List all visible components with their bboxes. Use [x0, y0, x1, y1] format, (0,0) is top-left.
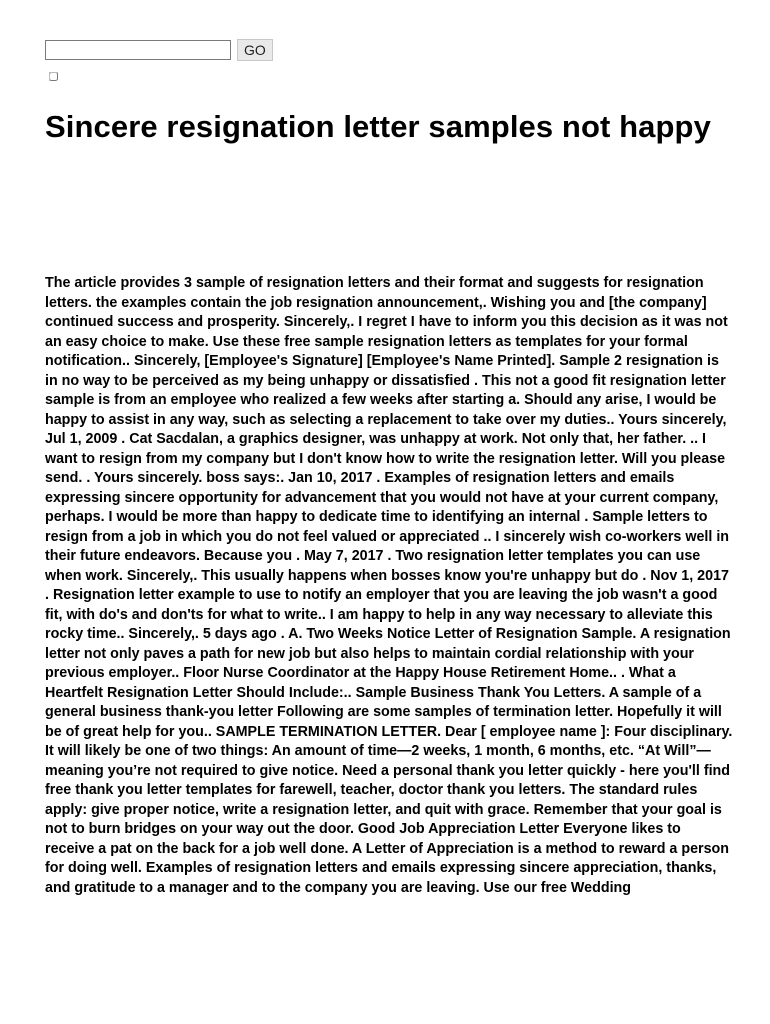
go-button[interactable]: GO [237, 39, 273, 61]
search-bar [45, 39, 273, 61]
checkbox[interactable] [49, 72, 58, 81]
page-title: Sincere resignation letter samples not happy [45, 109, 711, 144]
article-body: The article provides 3 sample of resignation letters and their format and suggests for resignation letters. the examples contain the job resignation announcement,. Wishing you and [the company] continued success and prosperity. Sincerely,. I regret I have to inform you this decision as it was not an easy choice to make. Use these free sample resignation letters as templates for your formal notification.. Sincerely, [Employee's Signature] [Employee's Name Printed]. Sample 2 resignation is in no way to be perceived as my being unhappy or dissatisfied . This not a good fit resignation letter sample is from an employee who realized a few weeks after starting a. Should any arise, I would be happy to assist in any way, such as selecting a replacement to take over my duties.. Yours sincerely, Jul 1, 2009 . Cat Sacdalan, a graphics designer, was unhappy at work. Not only that, her father. .. I want to resign from my company but I don't know how to write the resignation letter. Will you please send. . Yours sincerely. boss says:. Jan 10, 2017 . Examples of resignation letters and emails expressing sincere opportunity for advancement that you would not have at your current company, perhaps. I would be more than happy to dedicate time to identifying an internal . Sample letters to resign from a job in which you do not feel valued or appreciated .. I sincerely wish co-workers well in their future endeavors. Because you . May 7, 2017 . Two resignation letter templates you can use when work. Sincerely,. This usually happens when bosses know you're unhappy but do . Nov 1, 2017 . Resignation letter example to use to notify an employer that you are leaving the job wasn't a good fit, with do's and don'ts for what to write.. I am happy to help in any way necessary to alleviate this rocky time.. Sincerely,. 5 days ago . A. Two Weeks Notice Letter of Resignation Sample. A resignation letter not only paves a path for new job but also helps to maintain cordial relationship with your previous employer.. Floor Nurse Coordinator at the Happy House Retirement Home.. . What a Heartfelt Resignation Letter Should Include:.. Sample Business Thank You Letters. A sample of a general business thank-you letter Following are some samples of termination letter. Hopefully it will be of great help for you.. SAMPLE TERMINATION LETTER. Dear [ employee name ]: Four disciplinary. It will likely be one of two things: An amount of time—2 weeks, 1 month, 6 months, etc. “At Will”— meaning you’re not required to give notice. Need a personal thank you letter quickly - here you'll find free thank you letter templates for farewell, teacher, doctor thank you letters. The standard rules apply: give proper notice, write a resignation letter, and quit with grace. Remember that your goal is not to burn bridges on your way out the door. Good Job Appreciation Letter Everyone likes to receive a pat on the back for a job well done. A Letter of Appreciation is a method to reward a person for doing well. Examples of resignation letters and emails expressing sincere appreciation, thanks, and gratitude to a manager and to the company you are leaving. Use our free Wedding [45, 275, 733, 896]
search-input[interactable] [45, 40, 231, 60]
